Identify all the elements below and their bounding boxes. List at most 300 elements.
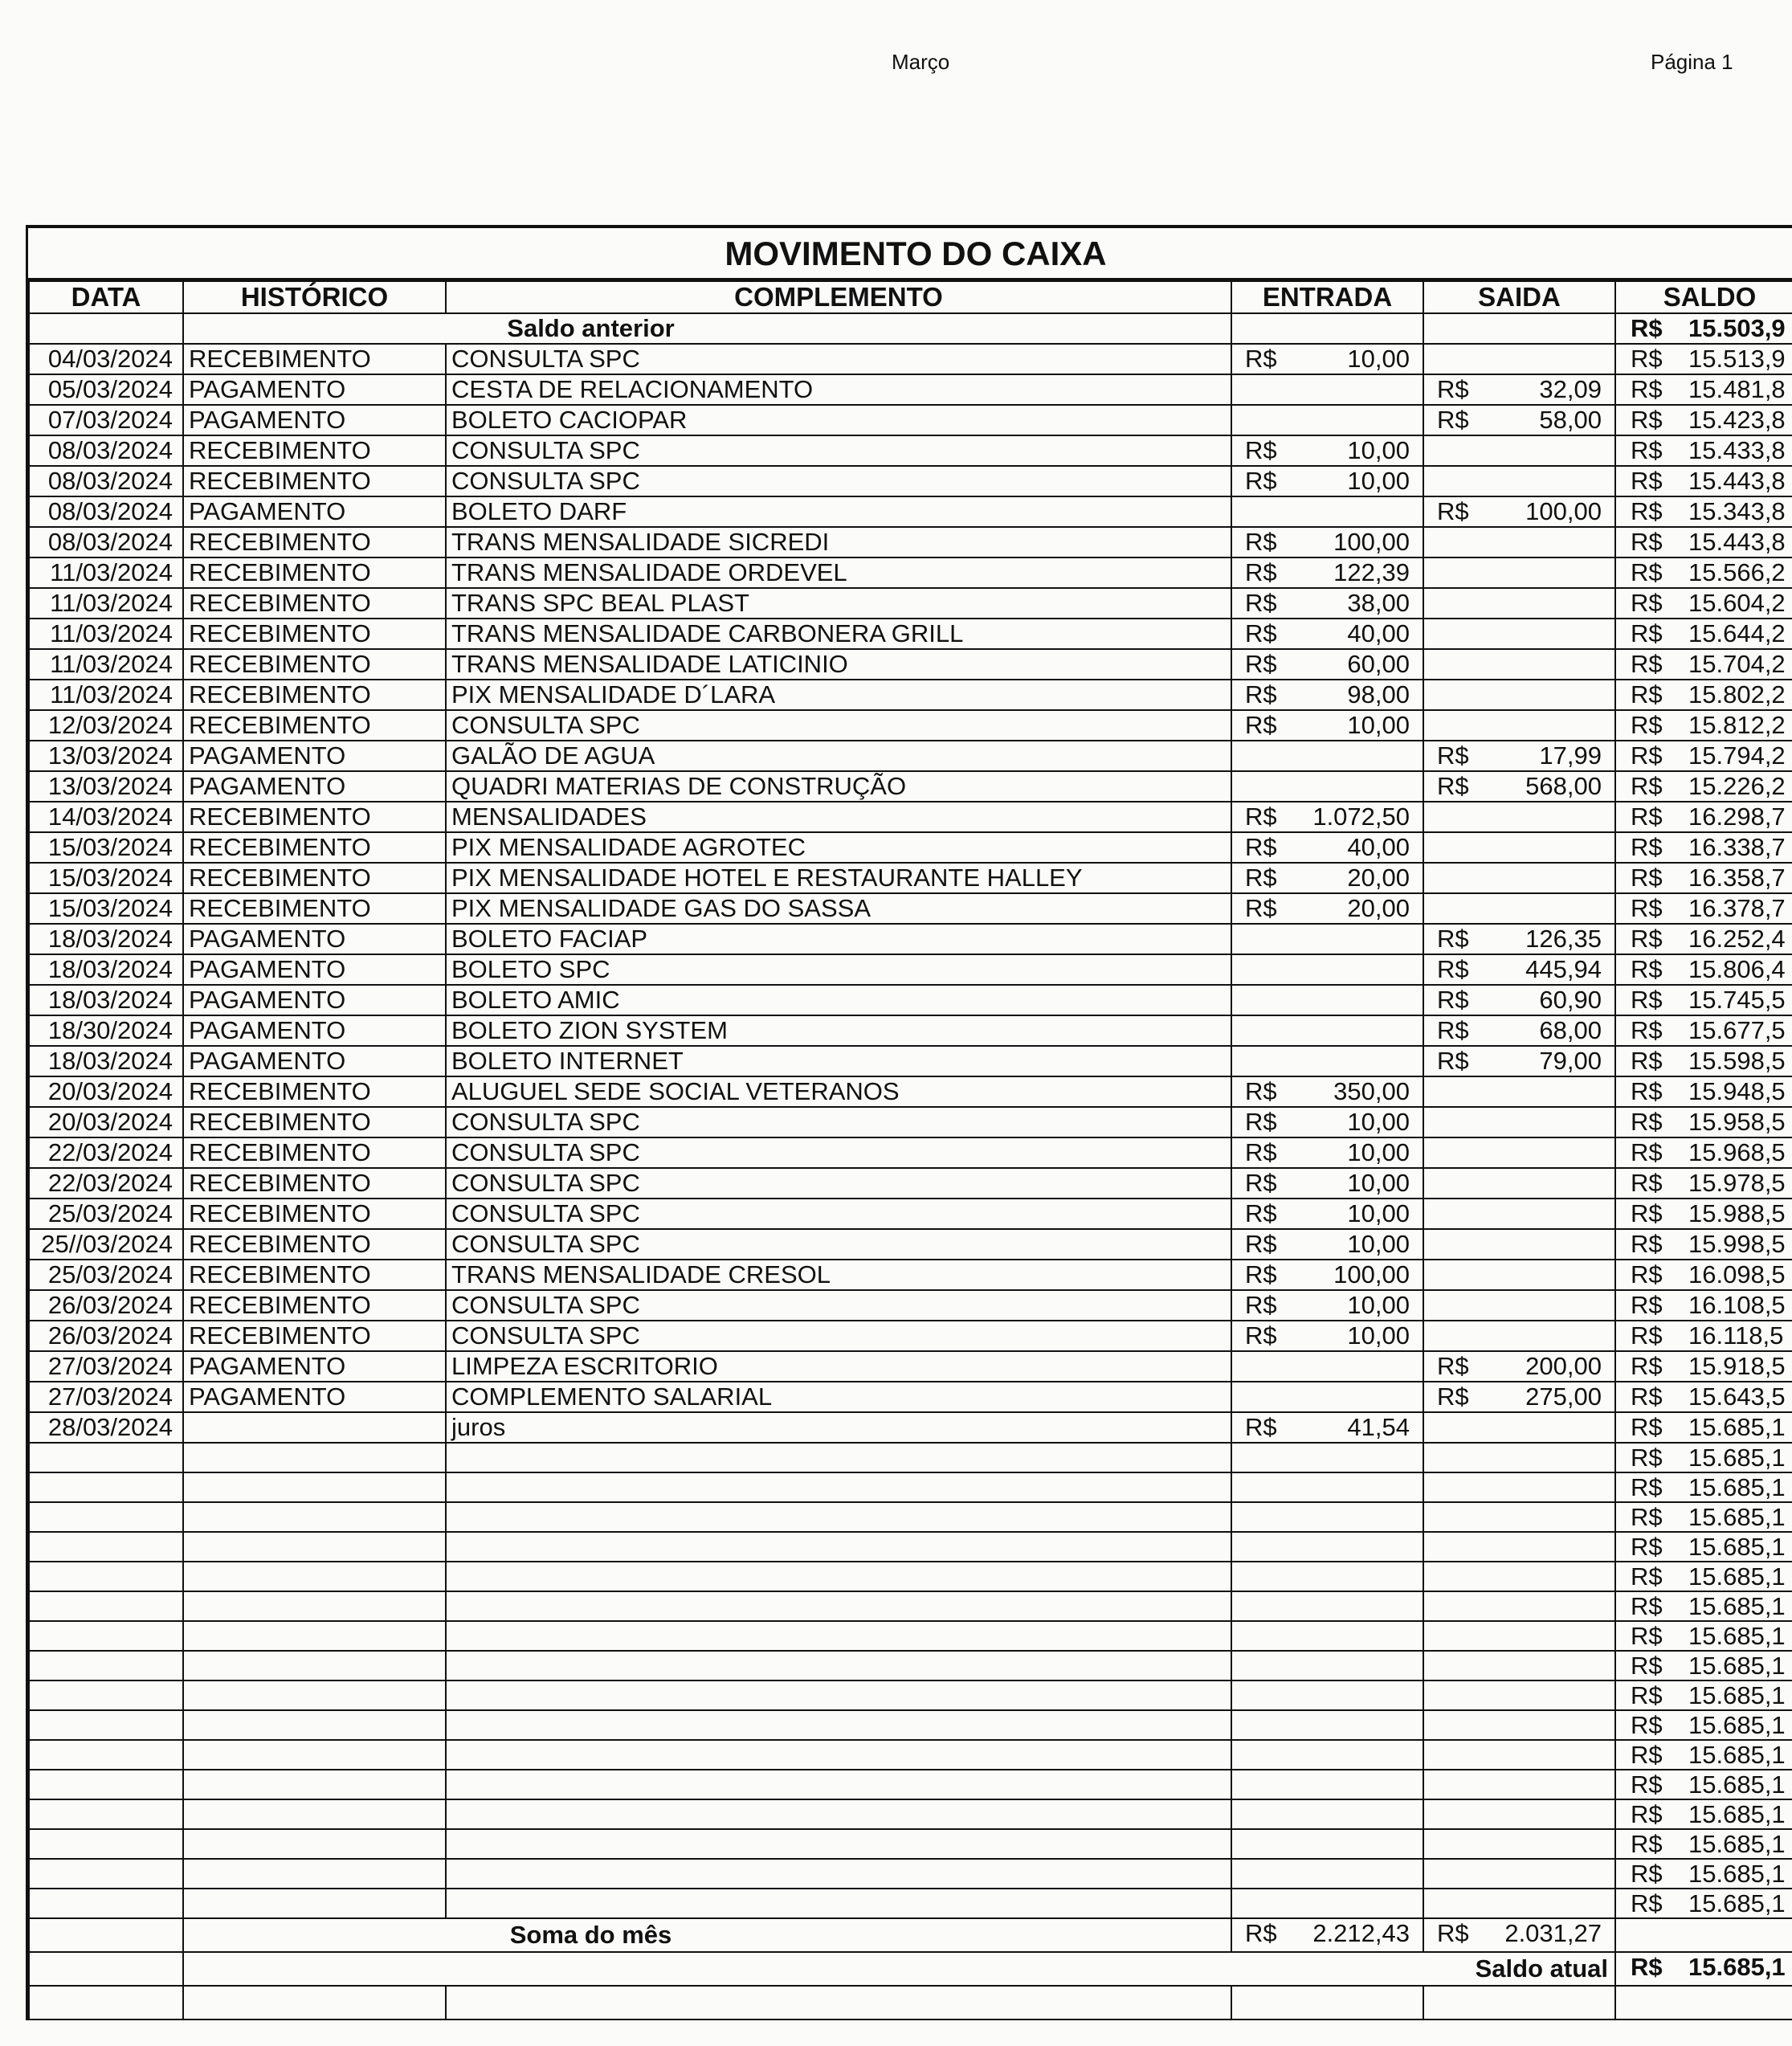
historico-cell: RECEBIMENTO — [183, 680, 446, 710]
date-cell: 08/03/2024 — [29, 435, 183, 466]
currency-symbol: R$ — [1631, 497, 1663, 525]
saldo-cell-value: 15.685,1 — [1688, 1562, 1786, 1591]
table-row — [29, 1046, 1792, 1076]
currency-symbol: R$ — [1631, 314, 1663, 342]
date-cell: 27/03/2024 — [29, 1382, 183, 1412]
entrada-cell-value: 60,00 — [1347, 650, 1410, 678]
currency-symbol: R$ — [1245, 680, 1277, 709]
complemento-cell: LIMPEZA ESCRITORIO — [446, 1351, 1231, 1382]
complemento-cell: CONSULTA SPC — [446, 1107, 1231, 1137]
currency-symbol: R$ — [1631, 1652, 1663, 1680]
date-cell: 18/03/2024 — [29, 924, 183, 954]
complemento-cell: BOLETO SPC — [446, 954, 1231, 985]
date-cell: 28/03/2024 — [29, 1412, 183, 1443]
historico-cell — [183, 1562, 446, 1591]
saldo-cell — [1615, 1076, 1792, 1107]
complemento-cell: TRANS MENSALIDADE LATICINIO — [446, 649, 1231, 680]
complemento-cell: ALUGUEL SEDE SOCIAL VETERANOS — [446, 1076, 1231, 1107]
entrada-cell-value: 10,00 — [1347, 711, 1410, 739]
saldo-cell-value: 15.685,1 — [1688, 1741, 1786, 1769]
currency-symbol: R$ — [1631, 772, 1663, 800]
currency-symbol: R$ — [1245, 1291, 1277, 1319]
currency-symbol: R$ — [1631, 1382, 1663, 1411]
table-row — [29, 1199, 1792, 1229]
historico-cell — [183, 1799, 446, 1829]
historico-cell: RECEBIMENTO — [183, 1107, 446, 1137]
saldo-cell-value: 15.685,1 — [1688, 1681, 1786, 1709]
saida-cell — [1423, 1621, 1615, 1651]
table-row — [29, 1740, 1792, 1770]
entrada-cell — [1231, 1321, 1423, 1351]
currency-symbol: R$ — [1437, 1382, 1469, 1411]
entrada-cell — [1231, 588, 1423, 619]
column-header-entrada: ENTRADA — [1231, 281, 1423, 313]
saldo-atual-row — [29, 1952, 1792, 1986]
table-row — [29, 619, 1792, 649]
entrada-cell — [1231, 1889, 1423, 1918]
historico-cell: RECEBIMENTO — [183, 1168, 446, 1199]
saldo-cell-value: 16.338,7 — [1688, 833, 1786, 861]
saldo-cell — [1615, 1562, 1792, 1591]
saldo-cell — [1615, 374, 1792, 405]
table-row — [29, 680, 1792, 710]
table-row — [29, 1591, 1792, 1621]
currency-symbol: R$ — [1631, 1108, 1663, 1136]
saldo-cell — [1615, 1472, 1792, 1502]
saida-cell — [1423, 527, 1615, 557]
saida-cell — [1423, 649, 1615, 680]
soma-saida-value: 2.031,27 — [1504, 1919, 1602, 1947]
currency-symbol: R$ — [1245, 1260, 1277, 1288]
saldo-cell-value: 15.343,8 — [1688, 497, 1786, 525]
saida-cell-value: 445,94 — [1525, 955, 1602, 983]
date-cell — [29, 1472, 183, 1502]
complemento-cell — [446, 1562, 1231, 1591]
saida-cell-value: 17,99 — [1539, 741, 1602, 770]
entrada-cell — [1231, 1076, 1423, 1107]
complemento-cell: TRANS MENSALIDADE ORDEVEL — [446, 557, 1231, 588]
saida-cell — [1423, 802, 1615, 832]
date-cell: 13/03/2024 — [29, 741, 183, 771]
soma-saida-cell — [1423, 1918, 1615, 1952]
entrada-cell-value: 10,00 — [1347, 1108, 1410, 1136]
complemento-cell: PIX MENSALIDADE HOTEL E RESTAURANTE HALLEY — [446, 863, 1231, 893]
saida-cell — [1423, 1107, 1615, 1137]
currency-symbol: R$ — [1245, 833, 1277, 861]
saldo-cell-value: 15.988,5 — [1688, 1199, 1786, 1227]
table-row — [29, 741, 1792, 771]
entrada-cell — [1231, 405, 1423, 435]
saida-cell — [1423, 985, 1615, 1015]
entrada-cell — [1231, 557, 1423, 588]
currency-symbol: R$ — [1631, 1562, 1663, 1591]
saldo-cell — [1615, 985, 1792, 1015]
entrada-cell — [1231, 466, 1423, 496]
table-row — [29, 1472, 1792, 1502]
saldo-cell — [1615, 1168, 1792, 1199]
entrada-cell — [1231, 1443, 1423, 1472]
currency-symbol: R$ — [1245, 345, 1277, 373]
date-cell: 11/03/2024 — [29, 588, 183, 619]
entrada-cell — [1231, 1829, 1423, 1859]
date-cell: 14/03/2024 — [29, 802, 183, 832]
column-header-row — [29, 281, 1792, 313]
saida-cell — [1423, 924, 1615, 954]
saida-cell-value: 275,00 — [1525, 1382, 1602, 1411]
complemento-cell — [446, 1621, 1231, 1651]
date-cell: 25/03/2024 — [29, 1199, 183, 1229]
date-cell: 15/03/2024 — [29, 863, 183, 893]
complemento-cell — [446, 1651, 1231, 1680]
complemento-cell — [446, 1859, 1231, 1889]
currency-symbol: R$ — [1631, 1230, 1663, 1258]
saldo-cell-value: 15.433,8 — [1688, 436, 1786, 464]
currency-symbol: R$ — [1245, 528, 1277, 556]
historico-cell: PAGAMENTO — [183, 741, 446, 771]
complemento-cell: BOLETO FACIAP — [446, 924, 1231, 954]
saldo-cell-value: 15.685,1 — [1688, 1592, 1786, 1620]
saida-cell — [1423, 1740, 1615, 1770]
complemento-cell — [446, 1680, 1231, 1710]
currency-symbol: R$ — [1631, 406, 1663, 434]
entrada-cell-value: 10,00 — [1347, 1169, 1410, 1197]
historico-cell: PAGAMENTO — [183, 496, 446, 527]
saldo-cell-value: 15.643,5 — [1688, 1382, 1786, 1411]
historico-cell: RECEBIMENTO — [183, 1076, 446, 1107]
entrada-cell-value: 100,00 — [1333, 528, 1410, 556]
saldo-cell — [1615, 619, 1792, 649]
date-cell — [29, 1502, 183, 1532]
saldo-cell — [1615, 649, 1792, 680]
entrada-cell — [1231, 802, 1423, 832]
table-row — [29, 649, 1792, 680]
saida-cell — [1423, 1382, 1615, 1412]
saldo-cell-value: 15.685,1 — [1688, 1830, 1786, 1858]
entrada-cell-value: 10,00 — [1347, 1138, 1410, 1166]
date-cell: 11/03/2024 — [29, 649, 183, 680]
saldo-cell — [1615, 1502, 1792, 1532]
saldo-cell — [1615, 1859, 1792, 1889]
entrada-cell-value: 122,39 — [1333, 558, 1410, 586]
table-row — [29, 832, 1792, 863]
historico-cell — [183, 1412, 446, 1443]
saida-cell — [1423, 1562, 1615, 1591]
table-row — [29, 1680, 1792, 1710]
table-row — [29, 924, 1792, 954]
soma-do-mes-label: Soma do mês — [183, 1918, 1231, 1952]
currency-symbol: R$ — [1631, 925, 1663, 953]
saldo-cell — [1615, 1799, 1792, 1829]
date-cell — [29, 1532, 183, 1562]
saldo-cell — [1615, 1889, 1792, 1918]
date-cell: 22/03/2024 — [29, 1168, 183, 1199]
saida-cell — [1423, 1290, 1615, 1321]
saldo-cell — [1615, 1137, 1792, 1168]
saldo-cell-value: 15.685,1 — [1688, 1800, 1786, 1828]
historico-cell: RECEBIMENTO — [183, 527, 446, 557]
saida-cell-value: 32,09 — [1539, 375, 1602, 403]
entrada-cell — [1231, 680, 1423, 710]
saldo-cell-value: 16.108,5 — [1688, 1291, 1786, 1319]
historico-cell — [183, 1502, 446, 1532]
currency-symbol: R$ — [1245, 1138, 1277, 1166]
entrada-cell-value: 98,00 — [1347, 680, 1410, 709]
saida-cell — [1423, 1076, 1615, 1107]
historico-cell: RECEBIMENTO — [183, 344, 446, 374]
entrada-cell — [1231, 1260, 1423, 1290]
currency-symbol: R$ — [1245, 1108, 1277, 1136]
historico-cell — [183, 1532, 446, 1562]
saida-cell — [1423, 1591, 1615, 1621]
historico-cell: RECEBIMENTO — [183, 588, 446, 619]
saldo-cell — [1615, 802, 1792, 832]
saida-cell — [1423, 1015, 1615, 1046]
saldo-cell-value: 15.566,2 — [1688, 558, 1786, 586]
saida-cell — [1423, 832, 1615, 863]
saldo-cell-value: 16.118,5 — [1688, 1321, 1784, 1350]
saldo-cell-value: 15.513,9 — [1688, 345, 1786, 373]
saida-cell — [1423, 741, 1615, 771]
soma-entrada-value: 2.212,43 — [1312, 1919, 1410, 1947]
historico-cell — [183, 1621, 446, 1651]
saldo-cell-value: 16.098,5 — [1688, 1260, 1786, 1288]
saida-cell — [1423, 466, 1615, 496]
historico-cell: RECEBIMENTO — [183, 710, 446, 741]
saldo-cell-value: 15.685,1 — [1688, 1860, 1786, 1888]
saida-cell-value: 568,00 — [1525, 772, 1602, 800]
currency-symbol: R$ — [1245, 894, 1277, 922]
column-header-data: DATA — [29, 281, 183, 313]
saldo-anterior-row — [29, 313, 1792, 344]
complemento-cell — [446, 1443, 1231, 1472]
date-cell — [29, 1680, 183, 1710]
table-row — [29, 374, 1792, 405]
table-row — [29, 1889, 1792, 1918]
currency-symbol: R$ — [1437, 497, 1469, 525]
historico-cell: PAGAMENTO — [183, 1382, 446, 1412]
complemento-cell: QUADRI MATERIAS DE CONSTRUÇÃO — [446, 771, 1231, 802]
saida-cell — [1423, 496, 1615, 527]
saldo-cell-value: 15.948,5 — [1688, 1077, 1786, 1105]
saldo-cell-value: 16.358,7 — [1688, 864, 1786, 892]
date-cell: 18/03/2024 — [29, 1046, 183, 1076]
complemento-cell: TRANS MENSALIDADE SICREDI — [446, 527, 1231, 557]
complemento-cell: TRANS SPC BEAL PLAST — [446, 588, 1231, 619]
entrada-cell — [1231, 893, 1423, 924]
table-row — [29, 1168, 1792, 1199]
historico-cell: PAGAMENTO — [183, 405, 446, 435]
entrada-cell — [1231, 1137, 1423, 1168]
saida-cell — [1423, 1046, 1615, 1076]
historico-cell: PAGAMENTO — [183, 1046, 446, 1076]
complemento-cell: MENSALIDADES — [446, 802, 1231, 832]
table-row — [29, 557, 1792, 588]
saldo-anterior-amount: 15.503,9 — [1688, 314, 1786, 342]
currency-symbol: R$ — [1245, 589, 1277, 617]
entrada-cell — [1231, 435, 1423, 466]
entrada-cell-value: 20,00 — [1347, 894, 1410, 922]
historico-cell: RECEBIMENTO — [183, 1260, 446, 1290]
table-row — [29, 1502, 1792, 1532]
currency-symbol: R$ — [1631, 1321, 1663, 1350]
currency-symbol: R$ — [1631, 1889, 1663, 1917]
saldo-cell-value: 15.481,8 — [1688, 375, 1786, 403]
saldo-cell — [1615, 680, 1792, 710]
date-cell: 11/03/2024 — [29, 619, 183, 649]
historico-cell: PAGAMENTO — [183, 374, 446, 405]
currency-symbol: R$ — [1245, 1919, 1277, 1947]
historico-cell — [183, 1859, 446, 1889]
saldo-cell-value: 15.604,2 — [1688, 589, 1786, 617]
table-row — [29, 954, 1792, 985]
complemento-cell — [446, 1740, 1231, 1770]
cash-movement-sheet — [26, 225, 1792, 2020]
currency-symbol: R$ — [1437, 986, 1469, 1014]
currency-symbol: R$ — [1631, 1352, 1663, 1380]
table-row — [29, 1382, 1792, 1412]
column-header-complemento: COMPLEMENTO — [446, 281, 1231, 313]
complemento-cell: CONSULTA SPC — [446, 1199, 1231, 1229]
entrada-cell — [1231, 832, 1423, 863]
saldo-cell-value: 15.685,1 — [1688, 1473, 1786, 1501]
table-row — [29, 1321, 1792, 1351]
currency-symbol: R$ — [1245, 1077, 1277, 1105]
saida-cell — [1423, 344, 1615, 374]
entrada-cell — [1231, 1740, 1423, 1770]
table-row — [29, 1260, 1792, 1290]
entrada-cell-value: 40,00 — [1347, 619, 1410, 647]
saldo-cell-value: 15.685,1 — [1688, 1444, 1786, 1472]
entrada-cell — [1231, 1107, 1423, 1137]
currency-symbol: R$ — [1631, 1953, 1663, 1981]
currency-symbol: R$ — [1437, 1016, 1469, 1044]
date-cell: 18/03/2024 — [29, 985, 183, 1015]
currency-symbol: R$ — [1245, 467, 1277, 495]
saldo-cell — [1615, 1199, 1792, 1229]
table-row — [29, 1443, 1792, 1472]
entrada-cell-value: 100,00 — [1333, 1260, 1410, 1288]
entrada-cell — [1231, 954, 1423, 985]
currency-symbol: R$ — [1631, 802, 1663, 831]
saida-cell — [1423, 1443, 1615, 1472]
historico-cell: RECEBIMENTO — [183, 557, 446, 588]
currency-symbol: R$ — [1437, 1919, 1469, 1947]
saida-cell — [1423, 1710, 1615, 1740]
saldo-cell-value: 15.794,2 — [1688, 741, 1786, 770]
date-cell — [29, 1562, 183, 1591]
saldo-cell — [1615, 1740, 1792, 1770]
saldo-cell-value: 15.443,8 — [1688, 467, 1786, 495]
saida-cell-value: 68,00 — [1539, 1016, 1602, 1044]
date-cell: 04/03/2024 — [29, 344, 183, 374]
currency-symbol: R$ — [1245, 1413, 1277, 1441]
saldo-cell — [1615, 1829, 1792, 1859]
table-row — [29, 771, 1792, 802]
entrada-cell — [1231, 1351, 1423, 1382]
complemento-cell: CONSULTA SPC — [446, 710, 1231, 741]
date-cell: 18/03/2024 — [29, 954, 183, 985]
sheet-title: MOVIMENTO DO CAIXA — [28, 228, 1792, 280]
saldo-cell-value: 15.685,1 — [1688, 1770, 1786, 1799]
saldo-cell — [1615, 1382, 1792, 1412]
saldo-cell-value: 16.378,7 — [1688, 894, 1786, 922]
complemento-cell: BOLETO DARF — [446, 496, 1231, 527]
complemento-cell: PIX MENSALIDADE GAS DO SASSA — [446, 893, 1231, 924]
currency-symbol: R$ — [1631, 986, 1663, 1014]
complemento-cell: CONSULTA SPC — [446, 344, 1231, 374]
date-cell — [29, 1591, 183, 1621]
table-row — [29, 466, 1792, 496]
saldo-cell — [1615, 1532, 1792, 1562]
saida-cell-value: 200,00 — [1525, 1352, 1602, 1380]
currency-symbol: R$ — [1631, 1860, 1663, 1888]
table-row — [29, 1229, 1792, 1260]
currency-symbol: R$ — [1631, 589, 1663, 617]
saldo-cell-value: 15.812,2 — [1688, 711, 1786, 739]
entrada-cell — [1231, 1710, 1423, 1740]
entrada-cell — [1231, 1382, 1423, 1412]
saldo-cell-value: 15.704,2 — [1688, 650, 1786, 678]
saida-cell — [1423, 1859, 1615, 1889]
complemento-cell: BOLETO ZION SYSTEM — [446, 1015, 1231, 1046]
saldo-cell — [1615, 1680, 1792, 1710]
entrada-cell — [1231, 1412, 1423, 1443]
entrada-cell — [1231, 1472, 1423, 1502]
date-cell — [29, 1889, 183, 1918]
currency-symbol: R$ — [1631, 1770, 1663, 1799]
table-row — [29, 1137, 1792, 1168]
date-cell: 27/03/2024 — [29, 1351, 183, 1382]
table-row — [29, 1829, 1792, 1859]
currency-symbol: R$ — [1631, 1681, 1663, 1709]
currency-symbol: R$ — [1245, 650, 1277, 678]
currency-symbol: R$ — [1631, 1533, 1663, 1561]
historico-cell — [183, 1651, 446, 1680]
date-cell: 07/03/2024 — [29, 405, 183, 435]
date-cell: 25//03/2024 — [29, 1229, 183, 1260]
currency-symbol: R$ — [1245, 864, 1277, 892]
saldo-cell-value: 15.226,2 — [1688, 772, 1786, 800]
soma-do-mes-row — [29, 1918, 1792, 1952]
date-cell — [29, 1770, 183, 1799]
cash-movement-table — [28, 280, 1792, 2020]
currency-symbol: R$ — [1631, 1413, 1663, 1441]
entrada-cell — [1231, 496, 1423, 527]
historico-cell: RECEBIMENTO — [183, 619, 446, 649]
currency-symbol: R$ — [1631, 1291, 1663, 1319]
entrada-cell — [1231, 1562, 1423, 1591]
currency-symbol: R$ — [1631, 558, 1663, 586]
entrada-cell — [1231, 374, 1423, 405]
historico-cell: PAGAMENTO — [183, 924, 446, 954]
date-cell: 22/03/2024 — [29, 1137, 183, 1168]
date-cell — [29, 1651, 183, 1680]
entrada-cell — [1231, 863, 1423, 893]
historico-cell — [183, 1770, 446, 1799]
currency-symbol: R$ — [1631, 1138, 1663, 1166]
saida-cell — [1423, 771, 1615, 802]
saldo-cell-value: 15.802,2 — [1688, 680, 1786, 709]
complemento-cell: CONSULTA SPC — [446, 435, 1231, 466]
entrada-cell — [1231, 1621, 1423, 1651]
entrada-cell — [1231, 1591, 1423, 1621]
saida-cell — [1423, 1168, 1615, 1199]
historico-cell: RECEBIMENTO — [183, 1290, 446, 1321]
empty-footer-row — [29, 1986, 1792, 2019]
entrada-cell — [1231, 1799, 1423, 1829]
saldo-cell — [1615, 1621, 1792, 1651]
entrada-cell — [1231, 1015, 1423, 1046]
